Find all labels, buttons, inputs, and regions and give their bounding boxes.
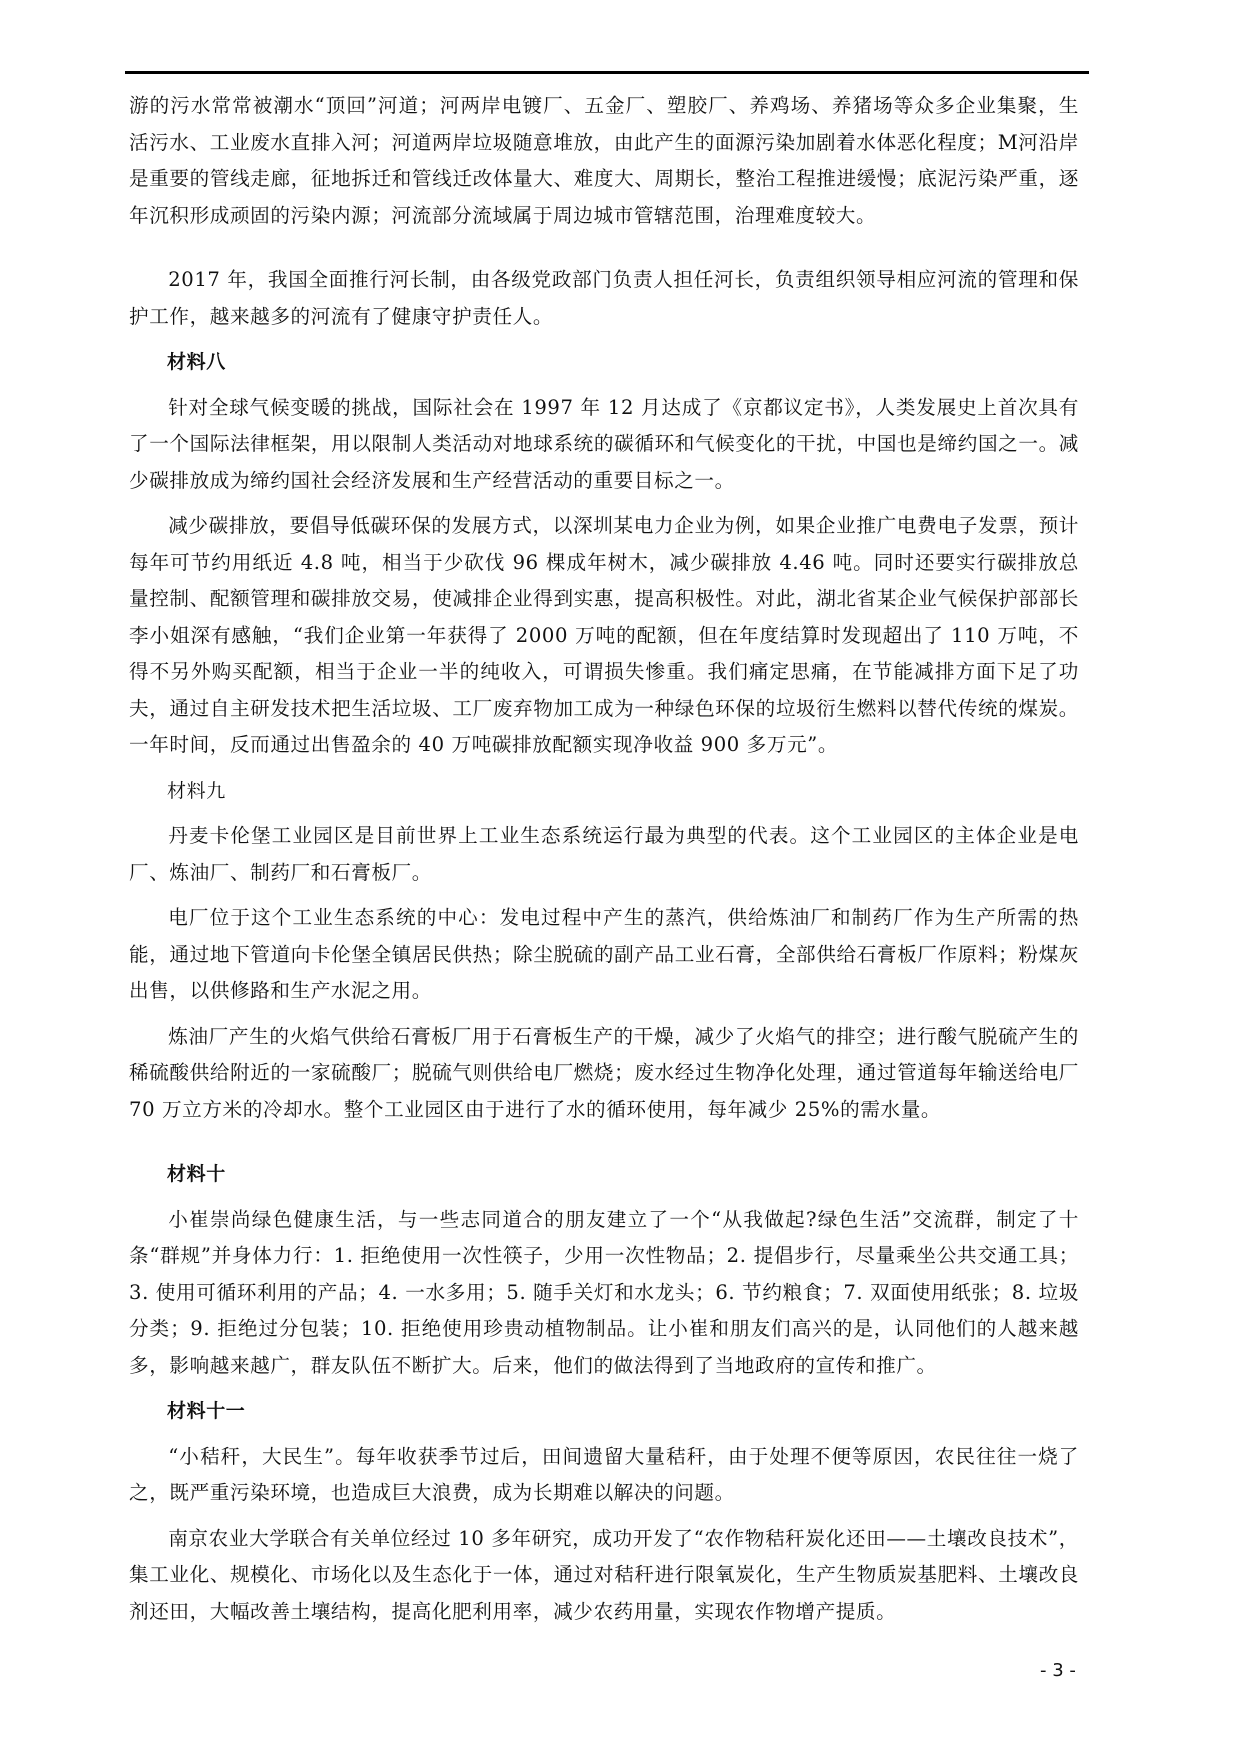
paragraph-river-pollution-causes: 游的污水常常被潮水“顶回”河道；河两岸电镀厂、五金厂、塑胶厂、养鸡场、养猪场等众多企业集聚，生活污水、工业废水直排入河；河道两岸垃圾随意堆放，由此产生的面源污染加剧着水体恶化程度；M河沿岸是重要的管线走廊，征地拆迁和管线迁改体量大、难度大、周期长，整治工程推进缓慢；底泥污染严重，逐年沉积形成顽固的污染内源；河流部分流域属于周边城市管辖范围，治理难度较大。 xyxy=(129,94,1079,227)
document-body xyxy=(129,88,1079,1639)
section-heading-material-8: 材料八 xyxy=(167,351,226,373)
paragraph-refinery: 炼油厂产生的火焰气供给石膏板厂用于石膏板生产的干燥，减少了火焰气的排空；进行酸气脱硫产生的稀硫酸供给附近的一家硫酸厂；脱硫气则供给电厂燃烧；废水经过生物净化处理，通过管道每年输送给电厂 70 万立方米的冷却水。整个工业园区由于进行了水的循环使用，每年减少 25%的需水量。 xyxy=(129,1024,1079,1121)
paragraph-power-plant: 电厂位于这个工业生态系统的中心：发电过程中产生的蒸汽，供给炼油厂和制药厂作为生产所需的热能，通过地下管道向卡伦堡全镇居民供热；除尘脱硫的副产品工业石膏，全部供给石膏板厂作原料；粉煤灰出售，以供修路和生产水泥之用。 xyxy=(129,906,1079,1002)
paragraph-river-chief-system: 2017 年，我国全面推行河长制，由各级党政部门负责人担任河长，负责组织领导相应河流的管理和保护工作，越来越多的河流有了健康守护责任人。 xyxy=(129,268,1079,328)
header-rule xyxy=(125,71,1089,74)
paragraph-straw-problem: “小秸秆，大民生”。每年收获季节过后，田间遗留大量秸秆，由于处理不便等原因，农民往往一烧了之，既严重污染环境，也造成巨大浪费，成为长期难以解决的问题。 xyxy=(129,1444,1079,1504)
paragraph-kyoto-protocol: 针对全球气候变暖的挑战，国际社会在 1997 年 12 月达成了《京都议定书》，人类发展史上首次具有了一个国际法律框架，用以限制人类活动对地球系统的碳循环和气候变化的干扰，中国也是缔约国之一。减少碳排放成为缔约国社会经济发展和生产经营活动的重要目标之一。 xyxy=(129,395,1079,492)
page-number: - 3 - xyxy=(1040,1660,1076,1681)
paragraph-green-living-group: 小崔崇尚绿色健康生活，与一些志同道合的朋友建立了一个“从我做起?绿色生活”交流群，制定了十条“群规”并身体力行：1. 拒绝使用一次性筷子，少用一次性物品；2. 提倡步行，尽量乘坐公共交通工具；3. 使用可循环利用的产品；4. 一水多用；5. 随手关灯和水龙头；6. 节约粮食；7. 双面使用纸张；8. 垃圾分类；9. 拒绝过分包装；10. 拒绝使用珍贵动植物制品。让小崔和朋友们高兴的是，认同他们的人越来越多，影响越来越广，群友队伍不断扩大。后来，他们的做法得到了当地政府的宣传和推广。 xyxy=(129,1207,1079,1377)
section-heading-material-11: 材料十一 xyxy=(167,1400,246,1422)
paragraph-kalundborg-intro: 丹麦卡伦堡工业园区是目前世界上工业生态系统运行最为典型的代表。这个工业园区的主体企业是电厂、炼油厂、制药厂和石膏板厂。 xyxy=(129,824,1079,884)
paragraph-straw-carbonization: 南京农业大学联合有关单位经过 10 多年研究，成功开发了“农作物秸秆炭化还田——土壤改良技术”，集工业化、规模化、市场化以及生态化于一体，通过对秸秆进行限氧炭化，生产生物质炭基肥料、土壤改良剂还田，大幅改善土壤结构，提高化肥利用率，减少农药用量，实现农作物增产提质。 xyxy=(129,1526,1079,1623)
paragraph-carbon-reduction: 减少碳排放，要倡导低碳环保的发展方式，以深圳某电力企业为例，如果企业推广电费电子发票，预计每年可节约用纸近 4.8 吨，相当于少砍伐 96 棵成年树木，减少碳排放 4.46 吨。同时还要实行碳排放总量控制、配额管理和碳排放交易，使减排企业得到实惠，提高积极性。对此，湖北省某企业气候保护部部长李小姐深有感触，“我们企业第一年获得了 2000 万吨的配额，但在年度结算时发现超出了 110 万吨，不得不另外购买配额，相当于企业一半的纯收入，可谓损失惨重。我们痛定思痛，在节能减排方面下足了功夫，通过自主研发技术把生活垃圾、工厂废弃物加工成为一种绿色环保的垃圾衍生燃料以替代传统的煤炭。一年时间，反而通过出售盈余的 40 万吨碳排放配额实现净收益 900 多万元”。 xyxy=(129,514,1079,756)
section-heading-material-9: 材料九 xyxy=(167,779,226,802)
section-heading-material-10: 材料十 xyxy=(167,1163,226,1185)
